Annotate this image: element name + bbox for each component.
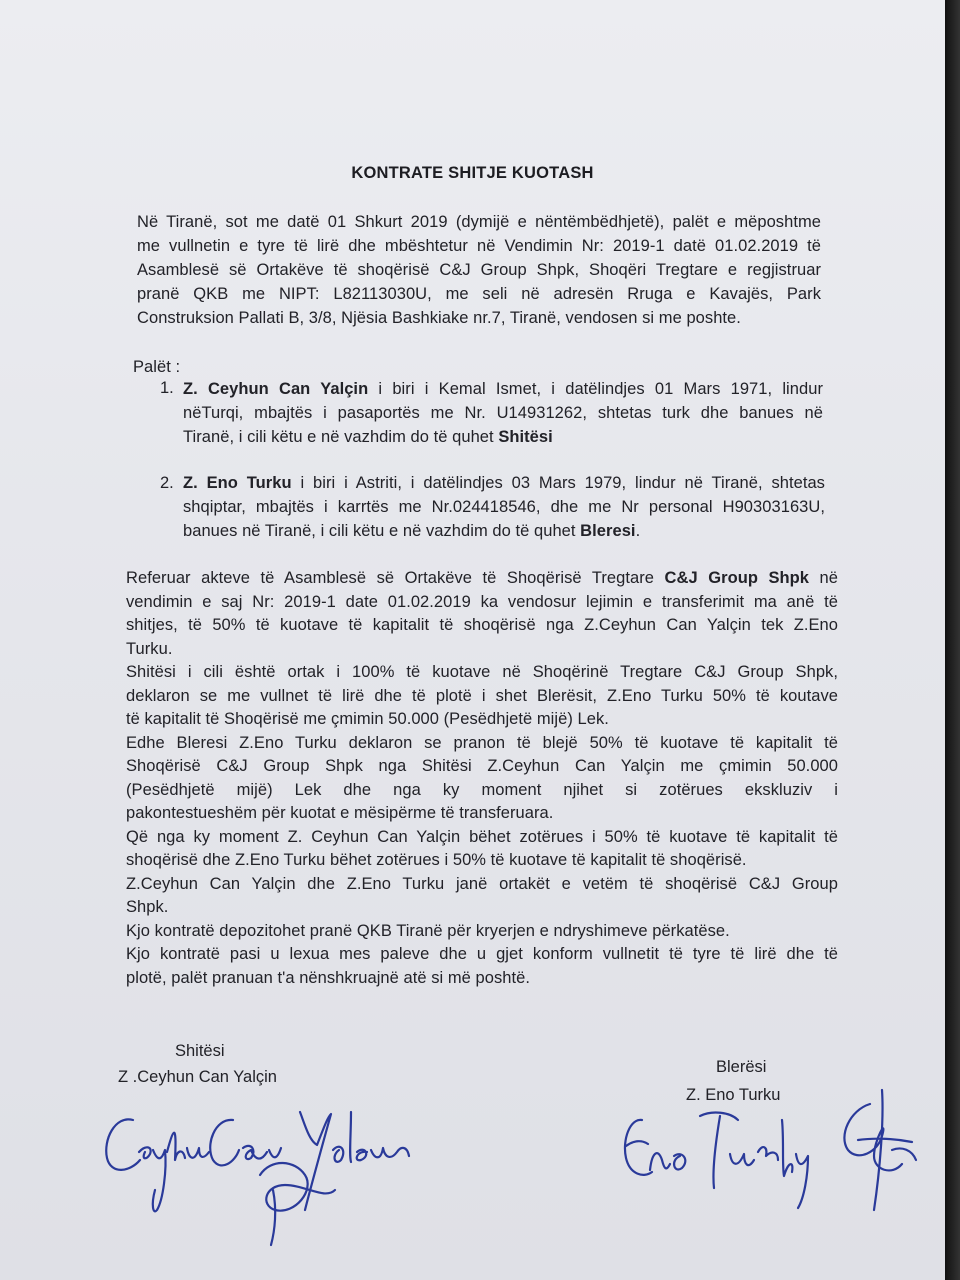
parties-label: Palët : xyxy=(133,358,181,376)
seller-signature xyxy=(95,1090,425,1250)
body-line: Shpk. xyxy=(126,898,169,916)
body-line: pakontestueshëm për kuotat e mësipërme të transferuara. xyxy=(126,804,554,822)
body-line: Edhe Bleresi Z.Eno Turku deklaron se pranon të blejë 50% të kuotave të kapitalit të xyxy=(126,733,838,752)
party1-block xyxy=(183,377,823,449)
body-line: deklaron se me vullnet të lirë dhe të plotë i shet Blerësit, Z.Eno Turku 50% të koutave xyxy=(126,686,838,705)
body-line: shitjes, të 50% të kuotave të kapitalit të shoqërisë nga Z.Ceyhun Can Yalçin tek Z.Eno xyxy=(126,616,838,634)
body-line: plotë, palët pranuan t'a nënshkruajnë atë si më poshtë. xyxy=(126,968,531,987)
body-line: Z.Ceyhun Can Yalçin dhe Z.Eno Turku janë ortakët e vetëm të shoqërisë C&J Group xyxy=(126,874,838,893)
seller-role: Shitësi xyxy=(175,1042,225,1060)
intro-line: Asamblesë së Ortakëve të shoqërisë C&J Group Shpk, Shoqëri Tregtare e regjistruar xyxy=(137,261,821,279)
body-line: shoqërisë dhe Z.Eno Turku bëhet zotërues i 50% të kuotave të kapitalit të shoqërisë. xyxy=(126,851,747,869)
party1-name: Z. Ceyhun Can Yalçin xyxy=(183,380,369,398)
party2-number: 2. xyxy=(160,474,174,492)
intro-line: me vullnetin e tyre të lirë dhe mbështetur në Vendimin Nr: 2019-1 datë 01.02.2019 të xyxy=(137,237,821,255)
document-title: KONTRATE SHITJE KUOTASH xyxy=(351,164,594,182)
buyer-role: Blerësi xyxy=(716,1058,767,1076)
intro-line: Në Tiranë, sot me datë 01 Shkurt 2019 (dymijë e nëntëmbëdhjetë), palët e mëposhtme xyxy=(137,213,821,231)
body-line: të kapitalit të Shoqërisë me çmimin 50.000 (Pesëdhjetë mijë) Lek. xyxy=(126,710,609,728)
intro-line: pranë QKB me NIPT: L82113030U, me seli në adresën Rruga e Kavajës, Park xyxy=(137,285,821,303)
background-edge xyxy=(945,0,960,1280)
buyer-name: Z. Eno Turku xyxy=(686,1086,781,1104)
body-line: Shoqërisë C&J Group Shpk nga Shitësi Z.Ceyhun Can Yalçin me çmimin 50.000 xyxy=(126,757,838,775)
party2-name: Z. Eno Turku xyxy=(183,474,292,492)
party1-role: Shitësi xyxy=(498,428,553,446)
body-line: Turku. xyxy=(126,639,173,658)
body-line: Kjo kontratë pasi u lexua mes paleve dhe u gjet konform vullnetit të tyre të lirë dhe të xyxy=(126,945,838,963)
intro-line: Construksion Pallati B, 3/8, Njësia Bashkiake nr.7, Tiranë, vendosen si me poshte. xyxy=(137,309,741,327)
body-line: vendimin e saj Nr: 2019-1 date 01.02.2019 ka vendosur lejimin e transferimit ma anë të xyxy=(126,592,838,611)
party2-block: Z. Eno Turku i biri i Astriti, i datëlindjes 03 Mars 1979, lindur në Tiranë, shtetas shqiptar, mbajtës i karrtës me Nr.024418546, dhe me Nr personal H90303163U, banues në Tiranë, i cili këtu e në vazhdim do të quhet Bleresi. xyxy=(183,474,825,540)
seller-name: Z .Ceyhun Can Yalçin xyxy=(118,1068,277,1086)
buyer-signature xyxy=(612,1080,932,1220)
party2-text: i biri i Astriti, i datëlindjes 03 Mars 1979, lindur në Tiranë, shtetas xyxy=(291,474,825,492)
party2-text: shqiptar, mbajtës i karrtës me Nr.024418546, dhe me Nr personal H90303163U, xyxy=(183,498,825,516)
body-line: Shitësi i cili është ortak i 100% të kuotave në Shoqërinë Tregtare C&J Group Shpk, xyxy=(126,663,838,681)
body-line: Që nga ky moment Z. Ceyhun Can Yalçin bëhet zotërues i 50% të kuotave të kapitalit të xyxy=(126,827,838,846)
party2-role: Bleresi xyxy=(580,522,636,540)
party1-number: 1. xyxy=(160,379,174,397)
party2-text: banues në Tiranë, i cili këtu e në vazhdim do të quhet xyxy=(183,522,581,540)
company-name: C&J Group Shpk xyxy=(664,569,810,587)
party1-text: Tiranë, i cili këtu e në vazhdim do të quhet xyxy=(183,428,499,446)
party1-text: i biri i Kemal Ismet, i datëlindjes 01 Mars 1971, lindur xyxy=(368,380,823,398)
body-line: Kjo kontratë depozitohet pranë QKB Tiranë për kryerjen e ndryshimeve përkatëse. xyxy=(126,921,730,940)
intro-paragraph xyxy=(137,210,821,330)
party1-text: nëTurqi, mbajtës i pasaportës me Nr. U14931262, shtetas turk dhe banues në xyxy=(183,404,823,422)
contract-body: Referuar akteve të Asamblesë së Ortakëve të Shoqërisë Tregtare C&J Group Shpk në vendimin e saj Nr: 2019-1 date 01.02.2019 ka vendosur lejimin e transferimit ma anë të shitjes, të 50% të kuotave të kapitalit të shoqërisë nga Z.Ceyhun Can Yalçin tek Z.Eno Turku. Shitësi i cili është ortak i 100% të kuotave në Shoqërinë Tregtare C&J Group Shpk, deklaron se me vullnet të lirë dhe të plotë i shet Blerësit, Z.Eno Turku 50% të koutave të kapitalit të Shoqërisë me çmimin 50.000 (Pesëdhjetë mijë) Lek. Edhe Bleresi Z.Eno Turku deklaron se pranon të blejë 50% të kuotave të kapitalit të Shoqërisë C&J Group Shpk nga Shitësi Z.Ceyhun Can Yalçin me çmimin 50.000 (Pesëdhjetë mijë) Lek dhe nga ky moment njihet si zotërues ekskluziv i pakontestueshëm për kuotat e mësipërme të transferuara. Që nga ky moment Z. Ceyhun Can Yalçin bëhet zotërues i 50% të kuotave të kapitalit të shoqërisë dhe Z.Eno Turku bëhet zotërues i 50% të kuotave të kapitalit të shoqërisë. Z.Ceyhun Can Yalçin dhe Z.Eno Turku janë ortakët e vetëm të shoqërisë C&J Group Shpk. Kjo kontratë depozitohet pranë QKB Tiranë për kryerjen e ndryshimeve përkatëse. Kjo kontratë pasi u lexua mes paleve dhe u gjet konform vullnetit të tyre të lirë dhe të plotë, palët pranuan t'a nënshkruajnë atë si më poshtë. xyxy=(126,567,838,990)
body-line: (Pesëdhjetë mijë) Lek dhe nga ky moment njihet si zotërues ekskluziv i xyxy=(126,780,838,799)
